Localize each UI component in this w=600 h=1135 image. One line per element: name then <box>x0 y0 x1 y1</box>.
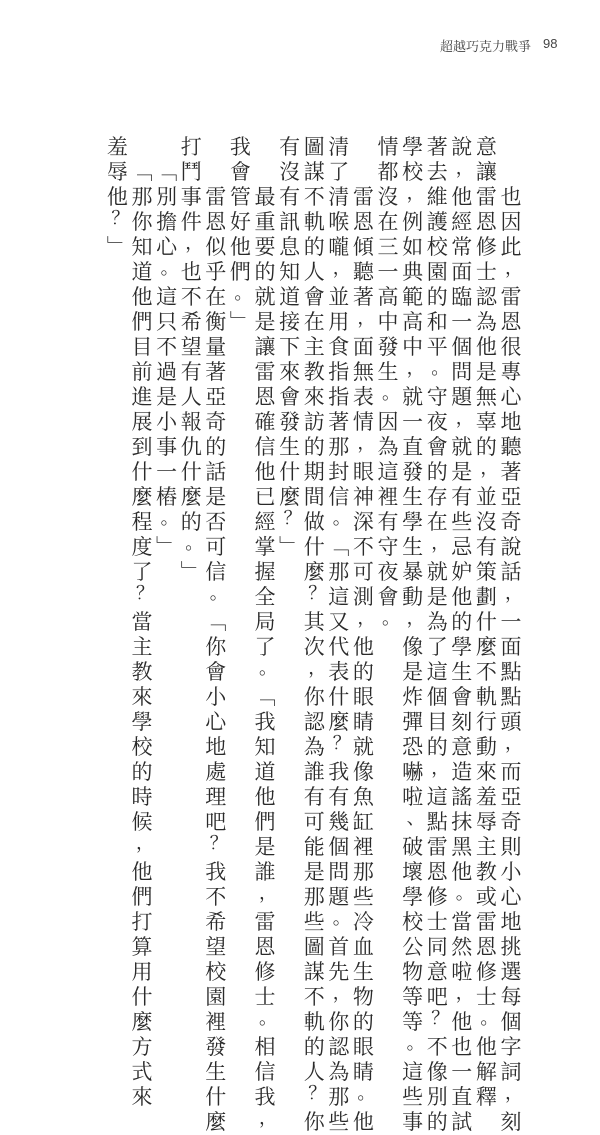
text-column: 羞 辱 他 ？ ﹂ <box>106 135 130 259</box>
text-column: 清 了 清 喉 嚨 ， 並 用 食 指 指 著 那 封 信 。 ﹁ 那 這 又 代 表 什 麼 ？ 我 有 幾 個 問 題 。 首 先 ， 你 認 為 那 些 <box>328 135 351 1134</box>
page-number: 98 <box>543 36 558 51</box>
text-column: ﹁ 別 擔 心 。 這 只 不 過 是 小 事 一 樁 。 ﹂ <box>156 160 179 559</box>
text-column: 意 讓 雷 恩 修 士 認 為 他 是 無 辜 的 ， 並 沒 有 策 劃 什 麼 不 軌 行 動 來 羞 辱 主 教 或 雷 恩 修 士 。 他 解 釋 <box>475 135 499 1109</box>
text-column: 我 會 管 好 他 們 。 ﹂ <box>229 135 253 334</box>
page-header <box>0 36 600 56</box>
text-column: 雷 恩 似 乎 在 衡 量 著 亞 奇 的 話 是 否 可 信 。 ﹁ 你 會 小 心 地 處 理 吧 ？ 我 不 希 望 校 園 裡 發 生 什 麼 <box>205 185 228 1134</box>
book-title: 超越巧克力戰爭 <box>440 40 532 55</box>
text-column: 學 校 ， 例 如 典 範 高 中 ， 就 一 直 發 生 學 生 暴 動 ， 像 是 炸 彈 恐 嚇 啦 、 破 壞 學 校 公 物 等 等 。 這 些 事 <box>402 135 425 1134</box>
text-column: 說 ， 他 經 常 面 臨 一 個 問 題 ， 就 是 有 些 忌 妒 他 的 學 生 會 刻 意 造 謠 抹 黑 他 。 當 然 啦 ， 他 也 一 直 試 <box>451 135 474 1134</box>
text-column: 打 鬥 事 件 ， 也 不 希 望 有 人 報 仇 什 麼 的 。 ﹂ <box>180 135 204 584</box>
text-column: ﹁ 那 你 知 道 他 們 目 前 進 展 到 什 麼 程 度 了 ？ 當 主 教 來 學 校 的 時 候 ， 他 們 打 算 用 什 麼 方 式 來 <box>131 160 154 1109</box>
text-column: 情 都 沒 在 三 一 高 中 發 生 。 因 為 這 裡 有 守 夜 會 。 <box>377 135 400 629</box>
text-column: 也 因 此 ， 雷 恩 很 專 心 地 聽 著 亞 奇 說 話 ， 一 面 點 點 頭 ， 而 亞 奇 則 小 心 地 挑 選 每 個 字 詞 ， 刻 <box>500 185 523 1134</box>
text-column: 有 沒 有 訊 息 知 道 接 下 來 會 發 生 什 麼 ？ ﹂ <box>279 135 302 559</box>
text-column: 著 去 維 護 校 園 的 和 平 。 守 夜 會 的 存 在 ， 就 是 為 了 這 個 目 的 ， 這 點 雷 恩 修 士 同 意 吧 ？ 不 像 別 的 <box>426 135 450 1134</box>
text-column: 圖 謀 不 軌 的 人 會 在 主 教 來 訪 的 期 間 做 什 麼 ？ 其 次 ， 你 認 為 誰 有 可 能 是 那 些 圖 謀 不 軌 的 人 ？ 你 <box>303 135 327 1134</box>
vertical-text-body <box>0 135 600 1134</box>
text-column: 雷 恩 傾 聽 著 ， 面 無 表 情 ， 眼 神 深 不 可 測 ， 他 的 眼 睛 就 像 魚 缸 裡 那 些 冷 血 生 物 的 眼 睛 。 他 <box>352 185 376 1134</box>
text-column: 最 重 要 的 就 是 讓 雷 恩 確 信 他 已 經 掌 握 全 局 了 。 ﹁ 我 知 道 他 們 是 誰 ， 雷 恩 修 士 。 相 信 我 ， <box>254 185 277 1129</box>
